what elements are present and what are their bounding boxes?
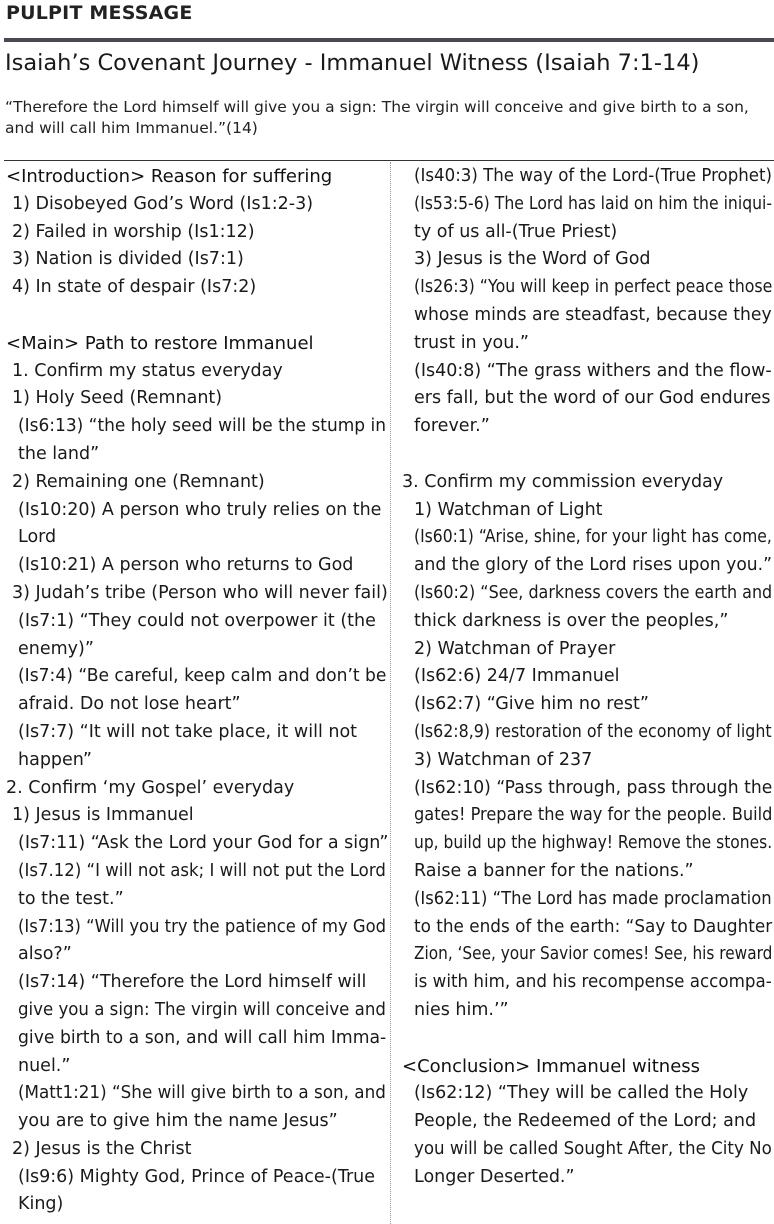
outline-line: 1. Confirm my status everyday (12, 360, 283, 381)
outline-line: (Is62:11) “The Lord has made proclamation (414, 888, 772, 909)
outline-line: (Is7:13) “Will you try the patience of my God (18, 916, 387, 937)
outline-line: (Is7:1) “They could not overpower it (the (18, 610, 376, 631)
outline-line: nuel.” (18, 1055, 71, 1076)
outline-line: <Introduction> Reason for suffering (6, 166, 333, 187)
outline-line: the land” (18, 443, 100, 464)
outline-line: 2. Confirm ‘my Gospel’ everyday (6, 777, 295, 798)
outline-line: (Is9:6) Mighty God, Prince of Peace-(True (18, 1166, 375, 1187)
outline-line: happen” (18, 749, 92, 770)
outline-line: <Main> Path to restore Immanuel (6, 332, 314, 354)
blank-line (396, 441, 774, 469)
outline-line: up, build up the highway! Remove the stones. (414, 833, 773, 854)
outline-line: (Is53:5-6) The Lord has laid on him the iniqui- (414, 193, 773, 214)
outline-line: ty of us all-(True Priest) (414, 221, 618, 242)
outline-line: (Is60:2) “See, darkness covers the earth and (414, 582, 773, 603)
outline-line: (Is10:21) A person who returns to God (18, 555, 354, 576)
outline-line: (Is40:8) “The grass withers and the flow- (414, 360, 772, 381)
blank-line (396, 1025, 774, 1053)
outline-line: 3. Confirm my commission everyday (402, 471, 724, 492)
right-column (396, 163, 774, 1191)
outline-line: People, the Redeemed of the Lord; and (414, 1111, 757, 1132)
page-title: Isaiah’s Covenant Journey - Immanuel Witness (Isaiah 7:1-14) (5, 50, 700, 76)
outline-line: you are to give him the name Jesus” (18, 1111, 338, 1132)
outline-line: (Is7:11) “Ask the Lord your God for a sign” (18, 833, 389, 854)
outline-line: trust in you.” (414, 332, 529, 353)
outline-line: forever.” (414, 416, 490, 437)
outline-line: 2) Jesus is the Christ (12, 1138, 192, 1159)
outline-line: (Is7:14) “Therefore the Lord himself will (18, 972, 367, 993)
outline-line: <Conclusion> Immanuel witness (402, 1055, 701, 1077)
outline-line: (Is62:7) “Give him no rest” (414, 694, 649, 715)
mid-rule (4, 160, 774, 161)
outline-line: also?” (18, 944, 72, 965)
outline-line: (Is40:3) The way of the Lord-(True Prophet) (414, 166, 773, 186)
outline-line: Lord (18, 527, 57, 548)
outline-line: gates! Prepare the way for the people. Build (414, 805, 773, 826)
outline-line: 4) In state of despair (Is7:2) (12, 277, 257, 298)
outline-line: (Is60:1) “Arise, shine, for your light has come, (414, 527, 772, 548)
outline-line: (Is62:12) “They will be called the Holy (414, 1083, 749, 1104)
outline-line: and the glory of the Lord rises upon you.” (414, 555, 772, 576)
outline-line: 2) Failed in worship (Is1:12) (12, 221, 255, 242)
outline-line: afraid. Do not lose heart” (18, 694, 241, 715)
outline-line: nies him.’” (414, 999, 509, 1020)
outline-line: Raise a banner for the nations.” (414, 860, 694, 881)
outline-line: (Is62:10) “Pass through, pass through the (414, 777, 773, 798)
outline-line: Longer Deserted.” (414, 1166, 575, 1187)
outline-line: give you a sign: The virgin will conceive and (18, 999, 386, 1020)
outline-line: (Is62:8,9) restoration of the economy of light (414, 721, 772, 742)
outline-line: is with him, and his recompense accompa- (414, 972, 772, 993)
outline-line: 1) Jesus is Immanuel (12, 805, 194, 826)
outline-line: (Matt1:21) “She will give birth to a son, and (18, 1083, 386, 1104)
outline-line: (Is7.12) “I will not ask; I will not put the Lord (18, 860, 386, 881)
outline-line: ers fall, but the word of our God endures (414, 388, 771, 409)
outline-line: 2) Remaining one (Remnant) (12, 471, 265, 492)
top-rule (4, 38, 774, 42)
blank-line (0, 302, 388, 330)
outline-line: 1) Watchman of Light (414, 499, 603, 520)
outline-line: 1) Disobeyed God’s Word (Is1:2-3) (12, 193, 314, 214)
outline-line: Zion, ‘See, your Savior comes! See, his reward (414, 944, 773, 965)
outline-line: (Is26:3) “You will keep in perfect peace those (414, 277, 773, 298)
section-label: PULPIT MESSAGE (6, 2, 193, 24)
outline-line: you will be called Sought After, the City No (414, 1138, 772, 1159)
outline-line: 3) Judah’s tribe (Person who will never fail) (12, 582, 388, 603)
outline-line: (Is7:7) “It will not take place, it will not (18, 721, 358, 742)
column-divider (390, 162, 391, 1224)
left-column (0, 163, 388, 1219)
outline-line: whose minds are steadfast, because they (414, 304, 772, 325)
outline-line: (Is10:20) A person who truly relies on the (18, 499, 382, 520)
outline-line: (Is6:13) “the holy seed will be the stump in (18, 416, 386, 437)
key-verse: “Therefore the Lord himself will give you a sign: The virgin will conceive and give birth to a son, and will call him Immanuel.”(14) (5, 98, 749, 137)
outline-line: 3) Watchman of 237 (414, 749, 593, 770)
outline-line: give birth to a son, and will call him Imma- (18, 1027, 387, 1048)
outline-line: King) (18, 1194, 64, 1215)
outline-line: (Is62:6) 24/7 Immanuel (414, 666, 620, 687)
outline-line: to the test.” (18, 888, 124, 909)
outline-line: 3) Jesus is the Word of God (414, 249, 651, 270)
outline-line: (Is7:4) “Be careful, keep calm and don’t be (18, 666, 387, 687)
outline-line: 2) Watchman of Prayer (414, 638, 616, 659)
outline-line: enemy)” (18, 638, 94, 659)
outline-line: to the ends of the earth: “Say to Daughter (414, 916, 773, 937)
outline-line: 1) Holy Seed (Remnant) (12, 388, 223, 409)
outline-line: thick darkness is over the peoples,” (414, 610, 729, 631)
outline-line: 3) Nation is divided (Is7:1) (12, 249, 244, 270)
